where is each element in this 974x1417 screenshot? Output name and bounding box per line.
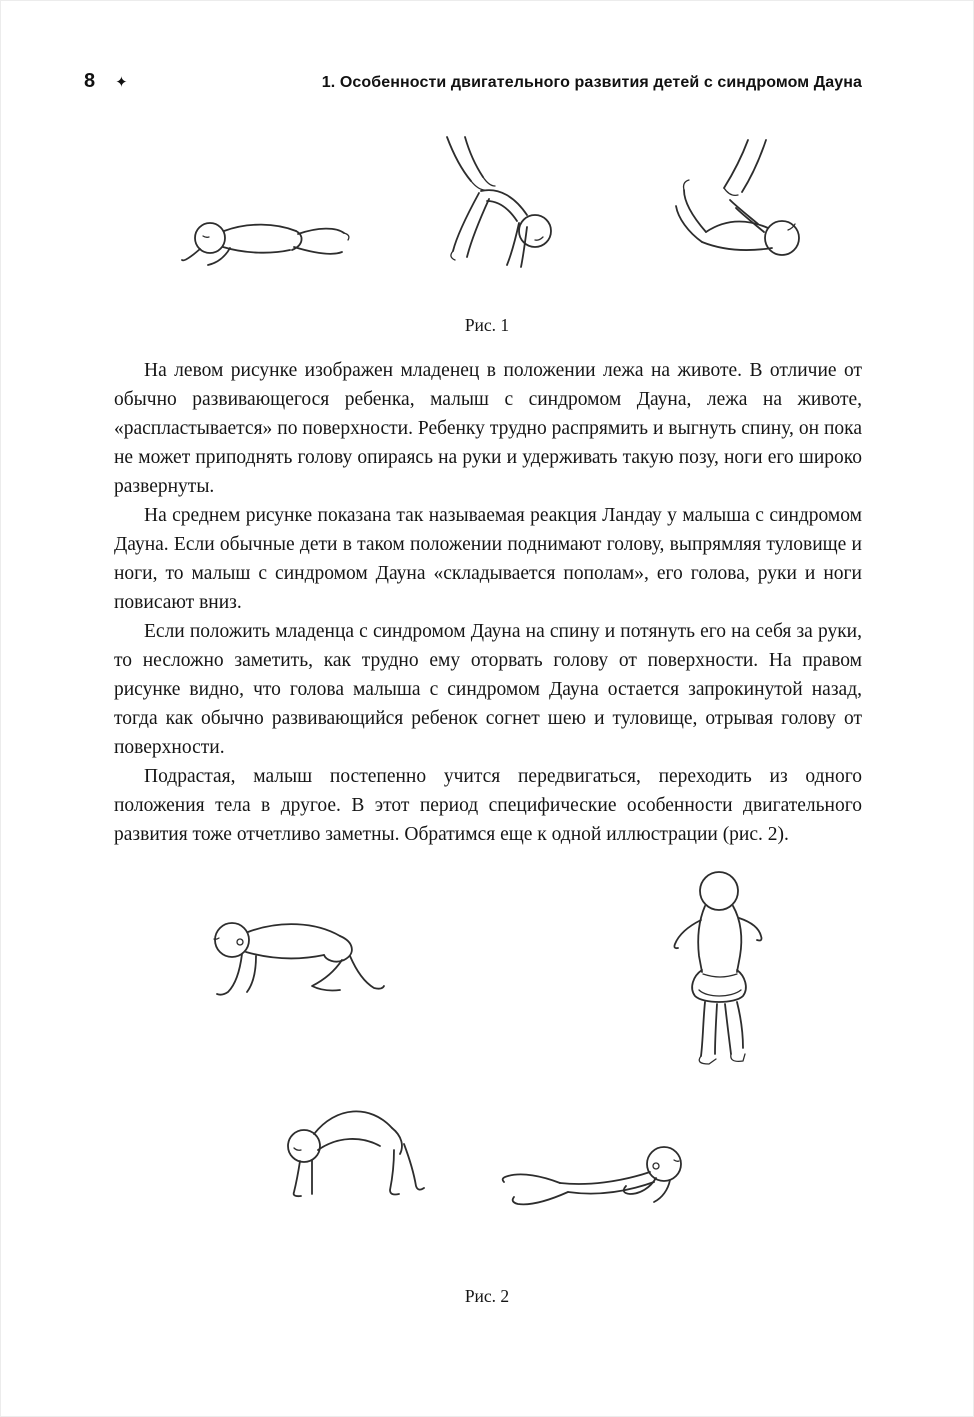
- illustration-crawling-baby: [190, 900, 400, 1025]
- illustration-pull-to-sit-baby: [630, 138, 835, 300]
- figure-1-canvas: [110, 135, 864, 305]
- chapter-ornament-icon: ✦: [115, 73, 128, 91]
- illustration-prone-baby: [180, 190, 355, 288]
- illustration-landau-reaction: [395, 135, 580, 303]
- illustration-belly-crawl-baby: [478, 1120, 713, 1235]
- paragraph-1: На левом рисунке изображен младенец в положении лежа на животе. В отличие от обычно развивающегося ребенка, малыш с синдромом Дауна, лежа на животе, «распластывается» по поверхности. Ребенку трудно распрямить и выгнуть спину, он пока не может приподнять голову опираясь на руки и удерживать такую позу, ноги его широко развернуты.: [114, 360, 862, 497]
- body-text: [114, 356, 862, 849]
- illustration-bear-walk-baby: [258, 1084, 443, 1209]
- paragraph-3: Если положить младенца с синдромом Дауна на спину и потянуть его на себя за руки, то несложно заметить, как трудно ему оторвать голову от поверхности. На правом рисунке видно, что голова малыша с синдромом Дауна остается запрокинутой назад, тогда как обычно развивающийся ребенок согнет шею и туловище, отрывая голову от поверхности.: [114, 621, 862, 758]
- figure-2-caption: Рис. 2: [464, 1286, 510, 1306]
- page-header: [84, 70, 862, 93]
- figure-2: [110, 862, 864, 1307]
- illustration-standing-baby-back-view: [655, 866, 785, 1084]
- figure-1-caption: Рис. 1: [464, 315, 510, 335]
- paragraph-4: Подрастая, малыш постепенно учится передвигаться, переходить из одного положения тела в другое. В этот период специфические особенности двигательного развития тоже отчетливо заметны. Обратимся еще к одной иллюстрации (рис. 2).: [114, 766, 862, 845]
- page-number: 8: [84, 70, 96, 92]
- figure-1: [110, 135, 864, 336]
- figure-2-canvas: [110, 862, 864, 1254]
- paragraph-2: На среднем рисунке показана так называемая реакция Ландау у малыша с синдромом Дауна. Если обычные дети в таком положении поднимают голову, выпрямляя туловище и ноги, то малыш с синдромом Дауна «складывается пополам», его голова, руки и ноги повисают вниз.: [114, 505, 862, 613]
- chapter-header-title: 1. Особенности двигательного развития детей с синдромом Дауна: [321, 74, 862, 91]
